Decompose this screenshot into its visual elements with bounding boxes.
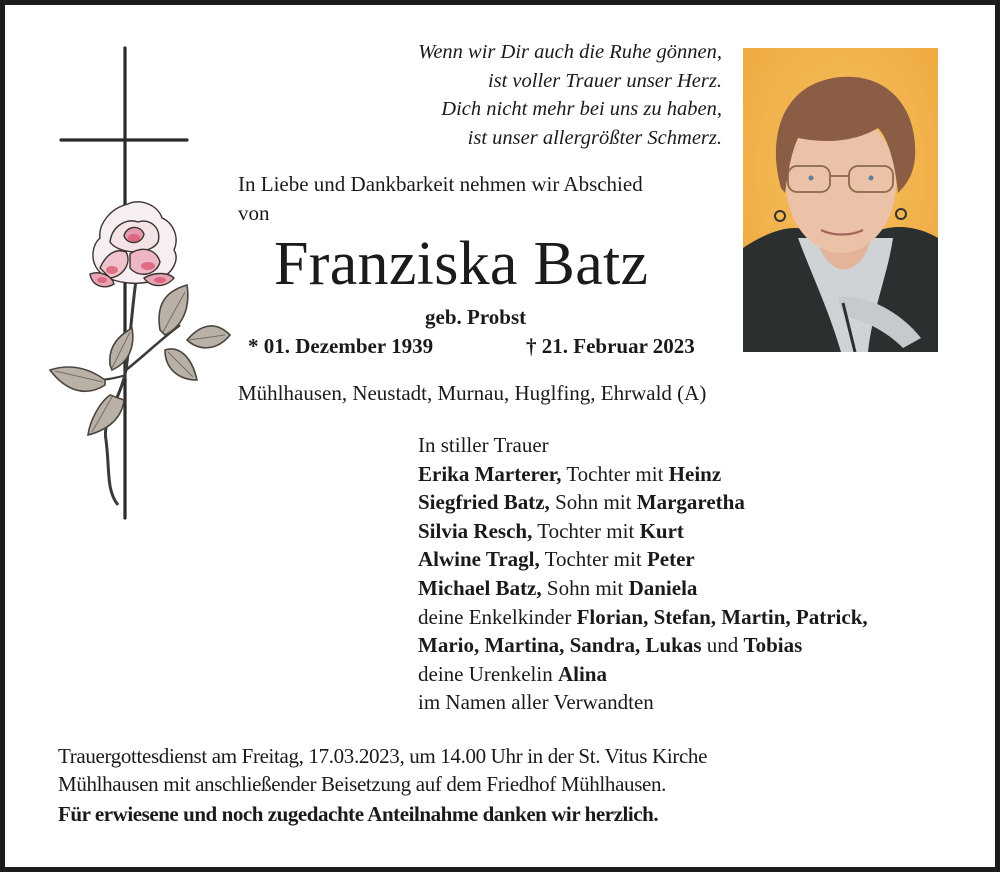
service-line: Mühlhausen mit anschließender Beisetzung auf dem Friedhof Mühlhausen. [58,772,667,796]
mourners-list [418,431,868,717]
great-grandchild-line: deine Urenkelin Alina [418,661,607,686]
portrait-photo [743,48,938,352]
poem [418,38,722,152]
poem-line: ist unser allergrößter Schmerz. [467,126,722,149]
intro-line: von [238,201,270,225]
service-line: Trauergottesdienst am Freitag, 17.03.2023, um 14.00 Uhr in der St. Vitus Kirche [58,744,708,768]
mourner-row: Alwine Tragl, Tochter mit Peter [418,547,695,572]
mourner-row: Michael Batz, Sohn mit Daniela [418,575,698,600]
birth-date: * 01. Dezember 1939 [248,334,434,358]
death-date: † 21. Februar 2023 [526,334,695,358]
mourners-heading: In stiller Trauer [418,433,549,457]
deceased-name: Franziska Batz [274,230,649,298]
service-info [58,742,707,798]
poem-line: Dich nicht mehr bei uns zu haben, [441,98,722,120]
portrait-icon [743,48,938,352]
mourner-row: Silvia Resch, Tochter mit Kurt [418,518,684,543]
intro-line: In Liebe und Dankbarkeit nehmen wir Abschied [238,172,643,196]
grandchildren-line: deine Enkelkinder Florian, Stefan, Martin, Patrick, [418,604,868,629]
mourner-row: Siegfried Batz, Sohn mit Margaretha [418,490,745,515]
grandchildren-line: Mario, Martina, Sandra, Lukas und Tobias [418,633,803,658]
maiden-name: geb. Probst [425,305,527,329]
poem-line: ist voller Trauer unser Herz. [487,69,722,92]
cross-with-rose-icon [40,40,240,530]
places: Mühlhausen, Neustadt, Murnau, Huglfing, Ehrwald (A) [238,381,707,405]
mourner-row: Erika Marterer, Tochter mit Heinz [418,461,722,486]
thanks-note: Für erwiesene und noch zugedachte Anteilnahme danken wir herzlich. [58,802,659,826]
mourners-closing: im Namen aller Verwandten [418,690,654,715]
poem-line: Wenn wir Dir auch die Ruhe gönnen, [418,41,722,63]
farewell-intro [238,170,643,228]
